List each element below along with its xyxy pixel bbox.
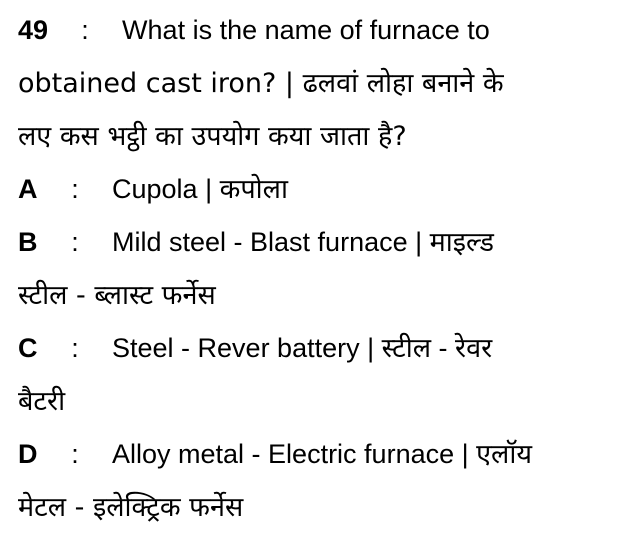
question-separator: : [81, 15, 89, 45]
option-c-letter: C [18, 333, 38, 363]
option-a-letter: A [18, 174, 38, 204]
question-line-3 [18, 110, 610, 163]
option-d-letter: D [18, 439, 38, 469]
option-b-text: Mild steel - Blast furnace | माइल्ड [112, 227, 494, 257]
question-text-3: लए कस भट्ठी का उपयोग कया जाता है? [18, 121, 407, 152]
option-a-separator: : [71, 174, 79, 204]
question-text-1: What is the name of furnace to [122, 15, 490, 45]
option-d-separator: : [71, 439, 79, 469]
option-c-continuation [18, 375, 610, 428]
question-number: 49 [18, 15, 49, 45]
option-d-text-2: मेटल - इलेक्ट्रिक फर्नेस [18, 492, 244, 523]
option-b-letter: B [18, 227, 38, 257]
option-a-text: Cupola | कपोला [112, 174, 288, 204]
option-b-separator: : [71, 227, 79, 257]
question-line-1 [18, 4, 610, 57]
option-d[interactable] [18, 428, 610, 481]
question-text-2: obtained cast iron? | ढलवां लोहा बनाने के [18, 68, 504, 99]
option-d-continuation [18, 481, 610, 534]
option-c-separator: : [71, 333, 79, 363]
option-b-continuation [18, 269, 610, 322]
option-b-text-2: स्टील - ब्लास्ट फर्नेस [18, 280, 216, 311]
option-b[interactable] [18, 216, 610, 269]
option-c-text: Steel - Rever battery | स्टील - रेवर [112, 333, 493, 363]
option-a[interactable] [18, 163, 610, 216]
question-line-2 [18, 57, 610, 110]
option-d-text: Alloy metal - Electric furnace | एलॉय [112, 439, 533, 469]
option-c[interactable] [18, 322, 610, 375]
option-c-text-2: बैटरी [18, 386, 66, 417]
